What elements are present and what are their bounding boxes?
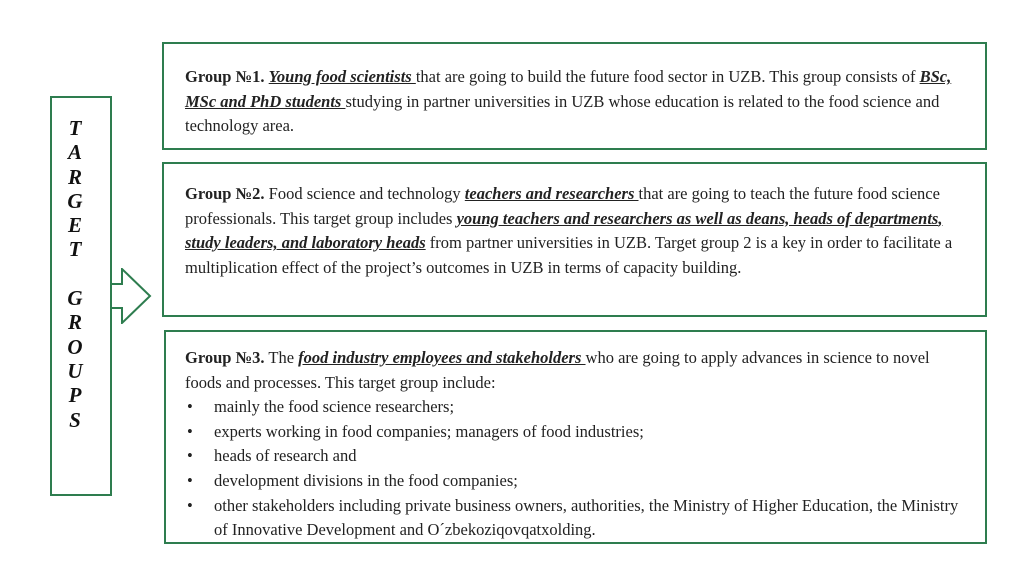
bullet-item — [185, 494, 965, 543]
side-letter: R — [67, 164, 82, 189]
emphasized-text: , — [938, 208, 943, 228]
bullet-item — [185, 395, 965, 420]
group-3-heading: Group №3. — [185, 348, 265, 367]
side-letter: G — [67, 286, 83, 311]
body-text: who are going to apply advances in science to novel foods and processes. This target group include: — [185, 348, 930, 392]
arrow-right-icon — [110, 268, 154, 324]
bullet-icon: • — [187, 495, 193, 515]
side-letter: A — [67, 140, 82, 165]
side-letter: T — [68, 116, 82, 140]
side-letter: P — [68, 383, 82, 408]
side-letter: T — [68, 237, 82, 262]
body-text: studying in partner universities in UZB whose education is related to the food science and technology area. — [185, 91, 940, 136]
side-letter: O — [67, 334, 83, 359]
group-3-text — [185, 346, 965, 395]
bullet-text: development divisions in the food companies; — [214, 470, 518, 490]
side-letter: R — [67, 310, 82, 335]
bullet-text: experts working in food companies; managers of food industries; — [214, 421, 644, 441]
emphasized-text: Young food scientists — [268, 67, 416, 86]
bullet-icon: • — [187, 446, 193, 466]
group-3-bullet-list — [185, 395, 965, 543]
emphasized-text: young teachers and researchers as well as deans, heads of departments — [456, 208, 939, 228]
emphasized-text: study leaders, and laboratory heads — [185, 233, 426, 253]
group-1-heading: Group №1. — [185, 67, 265, 86]
group-1-text — [185, 65, 965, 139]
bullet-item — [185, 469, 965, 494]
group-3-box — [164, 330, 987, 544]
target-groups-vertical-label — [52, 116, 98, 432]
group-2-heading: Group №2. — [185, 184, 265, 203]
group-2-text — [185, 182, 965, 280]
bullet-item — [185, 420, 965, 445]
side-letter: E — [67, 213, 82, 238]
group-2-box — [162, 162, 987, 317]
bullet-icon: • — [187, 470, 193, 490]
target-groups-label-box — [50, 96, 112, 496]
side-letter — [72, 262, 77, 286]
side-letter: U — [67, 358, 83, 383]
bullet-icon: • — [187, 397, 193, 417]
body-text: Food science and technology — [264, 184, 465, 203]
body-text: The — [264, 348, 299, 367]
body-text: from partner universities in UZB. Target group 2 is a key in order to facilitate a multiplication effect of the project’s outcomes in UZB in terms of capacity building. — [185, 233, 953, 277]
bullet-text: heads of research and — [214, 446, 357, 466]
bullet-text: mainly the food science researchers; — [214, 397, 455, 417]
group-1-box — [162, 42, 987, 150]
side-letter: S — [69, 407, 81, 432]
body-text: that are going to build the future food sector in UZB. This group consists of — [415, 67, 920, 86]
bullet-text: other stakeholders including private business owners, authorities, the Ministry of Higher Education, the Ministry of Innovative Development and O´zbekoziqovqatxolding. — [214, 495, 959, 540]
side-letter: G — [67, 188, 83, 213]
emphasized-text: teachers and researchers — [464, 184, 639, 203]
bullet-item — [185, 444, 965, 469]
bullet-icon: • — [187, 421, 193, 441]
emphasized-text: food industry employees and stakeholders — [298, 348, 586, 367]
body-text: that are going to teach the future food science professionals. This target group includes — [185, 184, 940, 228]
emphasized-text: BSc, MSc and PhD students — [185, 67, 952, 111]
